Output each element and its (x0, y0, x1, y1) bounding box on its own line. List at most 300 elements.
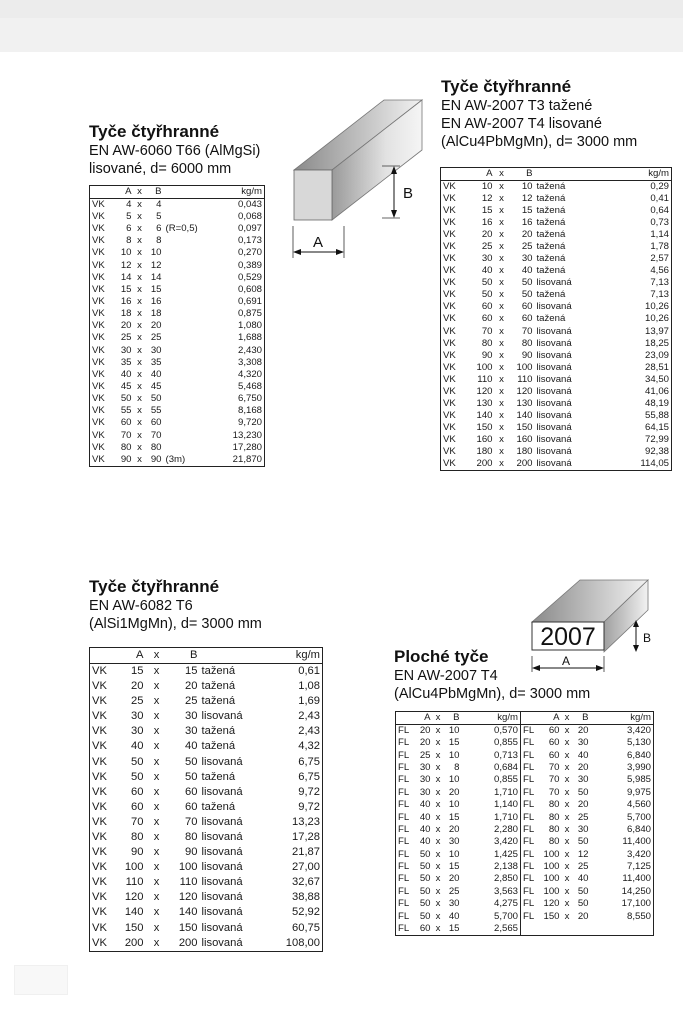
cell-kgm: 0,173 (237, 235, 262, 247)
cell-kgm: 108,00 (285, 936, 320, 949)
cell-x: x (137, 259, 142, 271)
cell-kgm: 55,88 (644, 409, 669, 421)
cell-note: tažená (536, 265, 566, 277)
cell-x: x (137, 356, 142, 368)
cell-x: x (499, 458, 504, 470)
cell-kgm: 13,230 (232, 429, 262, 441)
cell-a: 70 (131, 815, 144, 828)
section2-table-body (441, 181, 672, 471)
cell-a: 180 (476, 446, 493, 457)
cell-kgm-left: 0,855 (493, 737, 518, 749)
cell-b: 60 (150, 417, 162, 429)
table-row (396, 836, 654, 848)
table-row (90, 320, 265, 332)
header-b-right: B (573, 712, 591, 725)
cell-x: x (137, 332, 142, 344)
cell-x: x (499, 277, 504, 289)
cell-type: VK (92, 846, 107, 859)
cell-type-left: FL (398, 836, 410, 848)
cell-note: (R=0,5) (165, 223, 198, 235)
cell-note (164, 308, 206, 320)
cell-x-left: x (435, 873, 441, 885)
header-kgm: kg/m (206, 186, 265, 199)
cell-note: lisovaná (201, 936, 243, 949)
cell-b: 120 (516, 385, 533, 397)
cell-b: 30 (150, 344, 162, 356)
cell-kgm: 1,688 (237, 332, 262, 344)
cell-note: tažená (201, 680, 236, 693)
table-row (90, 235, 265, 247)
cell-kgm-right: 3,420 (626, 848, 651, 860)
header-a-right: A (539, 712, 562, 725)
cell-note: lisovaná (201, 815, 243, 828)
cell-kgm-left: 3,563 (493, 885, 518, 897)
cell-note: tažená (201, 695, 236, 708)
cell-type-right: FL (521, 811, 539, 823)
cell-x: x (499, 205, 504, 217)
cell-x-right: x (564, 725, 570, 736)
cell-b: 20 (521, 229, 533, 241)
cell-x: x (153, 710, 160, 723)
table-row (90, 199, 265, 212)
table-row (441, 434, 672, 446)
cell-b: 70 (185, 815, 198, 828)
cell-kgm: 0,097 (237, 223, 262, 235)
cell-type: VK (92, 320, 105, 332)
header-x: x (134, 186, 146, 199)
table-row (90, 369, 265, 381)
cell-kgm-right: 6,840 (626, 823, 651, 835)
cell-b: 80 (521, 337, 533, 349)
cell-type-left: FL (398, 786, 410, 798)
cell-x-right: x (564, 823, 570, 835)
cell-b-left: 10 (448, 848, 460, 860)
cell-a: 12 (481, 193, 493, 205)
cell-type-right: FL (521, 873, 539, 885)
section3-heading (89, 577, 262, 633)
cell-note: lisovaná (201, 906, 243, 919)
cell-b-right: 50 (577, 898, 589, 910)
cell-a: 30 (120, 344, 132, 356)
header-x-right: x (562, 712, 573, 725)
table-row (90, 890, 323, 905)
cell-kgm: 48,19 (644, 397, 669, 409)
table-header-row (90, 186, 265, 199)
cell-a: 55 (120, 405, 132, 417)
header-spacer (90, 648, 114, 664)
cell-a: 100 (476, 361, 493, 373)
cell-b: 50 (185, 770, 198, 783)
cell-kgm-right: 5,985 (626, 774, 651, 786)
cell-note: lisovaná (536, 397, 572, 409)
cell-kgm: 13,23 (292, 815, 320, 828)
table-row (441, 205, 672, 217)
cell-kgm: 7,13 (650, 289, 669, 301)
cell-type-left: FL (398, 873, 410, 885)
cell-kgm: 0,068 (237, 211, 262, 223)
table-row (441, 410, 672, 422)
cell-b-right: 30 (577, 823, 589, 835)
cell-type-left: FL (398, 861, 410, 873)
header-a: A (114, 648, 146, 664)
cell-b: 25 (150, 332, 162, 344)
cell-type-right: FL (521, 861, 539, 873)
cell-note: lisovaná (201, 755, 243, 768)
cell-type: VK (443, 205, 456, 217)
cell-a: 100 (124, 861, 144, 874)
cell-kgm: 64,15 (644, 421, 669, 433)
cell-note (164, 272, 206, 284)
header-kgm-left: kg/m (462, 712, 521, 725)
cell-type: VK (443, 458, 456, 470)
header-kgm: kg/m (265, 648, 323, 664)
diagram-a-label: A (312, 234, 324, 251)
cell-x: x (153, 785, 160, 798)
cell-b: 18 (150, 308, 162, 320)
table-row (90, 405, 265, 417)
cell-a: 70 (120, 429, 132, 441)
cell-a: 25 (120, 332, 132, 344)
cell-type: VK (92, 830, 107, 843)
cell-a-left: 40 (419, 836, 431, 848)
cell-type: VK (92, 906, 107, 919)
cell-b-left: 10 (448, 774, 460, 786)
cell-type-left: FL (398, 725, 410, 736)
cell-a: 120 (124, 891, 144, 904)
cell-type: VK (443, 277, 456, 289)
cell-x: x (499, 181, 504, 192)
cell-a: 20 (120, 320, 132, 332)
cell-note: lisovaná (201, 891, 243, 904)
cell-kgm: 9,720 (237, 417, 262, 429)
cell-type: VK (92, 393, 105, 405)
table-row (90, 875, 323, 890)
cell-x: x (153, 695, 160, 708)
cell-kgm: 0,29 (650, 181, 669, 192)
cell-kgm-right: 8,550 (626, 910, 651, 922)
cell-type: VK (92, 405, 105, 417)
cell-kgm: 0,41 (650, 193, 669, 205)
table-row (90, 709, 323, 724)
cell-type-left: FL (398, 811, 410, 823)
table-header-row (441, 168, 672, 181)
cell-b: 30 (185, 725, 198, 738)
cell-type-right: FL (521, 737, 539, 749)
table-row (441, 253, 672, 265)
top-strip (0, 0, 683, 18)
cell-b-right: 25 (577, 811, 589, 823)
cell-type: VK (92, 259, 105, 271)
cell-a-left: 30 (419, 761, 431, 773)
cell-a: 45 (120, 381, 132, 393)
cell-x: x (499, 325, 504, 337)
cell-kgm: 0,64 (650, 205, 669, 217)
cell-kgm: 4,320 (237, 368, 262, 380)
cell-note: tažená (201, 770, 236, 783)
table-row (396, 910, 654, 922)
cell-kgm: 41,06 (644, 385, 669, 397)
cell-x: x (499, 446, 504, 457)
cell-kgm: 21,87 (292, 846, 320, 859)
section3-material: EN AW-6082 T6 (89, 598, 193, 614)
table-row (396, 749, 654, 761)
header-spacer (521, 712, 539, 725)
cell-a: 15 (120, 283, 132, 295)
cell-kgm-left: 1,710 (493, 786, 518, 798)
cell-type: VK (92, 665, 107, 677)
cell-kgm: 0,270 (237, 247, 262, 259)
section2-spec: (AlCu4PbMgMn), d= 3000 mm (441, 134, 638, 150)
cell-a: 4 (126, 199, 132, 210)
cell-a: 30 (131, 710, 144, 723)
cell-type: VK (92, 800, 107, 813)
cell-a-right: 100 (543, 885, 560, 897)
cell-note: tažená (536, 217, 566, 229)
cell-x: x (153, 830, 160, 843)
cell-x: x (153, 815, 160, 828)
cell-note: tažená (536, 205, 566, 217)
cell-note (164, 345, 206, 357)
table-row (90, 845, 323, 860)
header-kgm-right: kg/m (591, 712, 654, 725)
cell-note (164, 369, 206, 381)
section4-title: Ploché tyče (394, 647, 489, 666)
header-b: B (509, 168, 535, 181)
cell-b: 130 (516, 397, 533, 409)
table-row (90, 442, 265, 454)
cell-x: x (137, 405, 142, 417)
cell-a: 150 (476, 421, 493, 433)
table-row (441, 289, 672, 301)
cell-kgm: 21,870 (232, 453, 262, 465)
cell-b-right: 40 (577, 873, 589, 885)
cell-a-right: 80 (548, 799, 560, 811)
cell-a: 16 (481, 217, 493, 229)
cell-kgm: 2,57 (650, 253, 669, 265)
cell-x: x (499, 289, 504, 301)
cell-type: VK (92, 271, 105, 283)
cell-type: VK (443, 446, 456, 457)
cell-b: 8 (156, 235, 162, 247)
header-x: x (146, 648, 168, 664)
cell-type-left: FL (398, 898, 410, 910)
header-x: x (495, 168, 509, 181)
cell-type-right: FL (521, 749, 539, 761)
cell-note: tažená (536, 181, 566, 192)
cell-kgm: 9,72 (298, 785, 320, 798)
cell-type-right: FL (521, 910, 539, 922)
cell-x-left: x (435, 811, 441, 823)
table-row (396, 873, 654, 885)
cell-kgm-left: 1,710 (493, 811, 518, 823)
table-row (441, 446, 672, 458)
cell-a: 140 (124, 906, 144, 919)
cell-kgm: 1,78 (650, 241, 669, 253)
cell-x: x (137, 223, 142, 235)
table-row (441, 386, 672, 398)
table-row (396, 799, 654, 811)
cell-note (164, 235, 206, 247)
cell-b: 6 (156, 223, 162, 235)
cell-x: x (499, 433, 504, 445)
cell-kgm-left: 5,700 (493, 910, 518, 922)
header-spacer (396, 712, 413, 725)
header-spacer (441, 168, 467, 181)
cell-a-left: 50 (419, 910, 431, 922)
cell-type: VK (92, 876, 107, 889)
table-row (441, 193, 672, 205)
section1-heading (89, 122, 260, 178)
cell-x: x (499, 361, 504, 373)
diagram-b-label: B (402, 185, 414, 202)
cell-type: VK (92, 725, 107, 738)
cell-x-right: x (564, 774, 570, 786)
cell-x: x (137, 199, 142, 210)
cell-type: VK (92, 740, 107, 753)
cell-b: 15 (521, 205, 533, 217)
section1-material: EN AW-6060 T66 (AlMgSi) (89, 143, 261, 159)
cell-a-right: 60 (548, 749, 560, 761)
cell-x: x (499, 313, 504, 325)
cell-note (164, 284, 206, 296)
cell-a: 200 (476, 458, 493, 470)
cell-type: VK (443, 325, 456, 337)
cell-type-right: FL (521, 836, 539, 848)
table-row (90, 454, 265, 467)
cell-type: VK (443, 385, 456, 397)
cell-a: 10 (120, 247, 132, 259)
cell-kgm: 0,608 (237, 283, 262, 295)
section3-table (89, 647, 323, 952)
cell-a: 5 (126, 211, 132, 223)
cell-kgm: 6,75 (298, 755, 320, 768)
cell-type-right: FL (521, 787, 539, 799)
cell-kgm: 0,73 (650, 217, 669, 229)
cell-a-right: 60 (548, 737, 560, 749)
flat-bar-diagram (528, 566, 668, 676)
cell-b: 14 (150, 271, 162, 283)
cell-note (164, 393, 206, 405)
cell-x: x (153, 861, 160, 874)
cell-type: VK (92, 247, 105, 259)
cell-b-right: 50 (577, 885, 589, 897)
header-b-left: B (444, 712, 462, 725)
header-spacer (90, 186, 112, 199)
cell-b-left: 40 (448, 910, 460, 922)
table-row (90, 260, 265, 272)
cell-type: VK (443, 289, 456, 301)
cell-b-left: 15 (448, 861, 460, 873)
cell-kgm-right: 9,975 (626, 786, 651, 798)
cell-x: x (153, 800, 160, 813)
table-row (441, 374, 672, 386)
cell-b-right: 20 (577, 910, 589, 922)
cell-kgm: 0,875 (237, 308, 262, 320)
cell-x: x (499, 373, 504, 385)
table-row (90, 921, 323, 936)
cell-kgm: 52,92 (292, 906, 320, 919)
cell-x: x (499, 217, 504, 229)
table-row (90, 815, 323, 830)
cell-type-right: FL (521, 762, 539, 774)
cell-a: 60 (481, 313, 493, 325)
flat-a-label: A (561, 654, 571, 668)
cell-b: 20 (185, 680, 198, 693)
cell-b: 40 (185, 740, 198, 753)
cell-a: 35 (120, 356, 132, 368)
table-row (396, 824, 654, 836)
cell-type: VK (92, 861, 107, 874)
square-bar-diagram (282, 92, 442, 262)
cell-a: 80 (481, 337, 493, 349)
cell-kgm: 10,26 (644, 301, 669, 313)
cell-b: 60 (185, 785, 198, 798)
cell-note (164, 417, 206, 429)
section4-table (395, 711, 654, 936)
cell-kgm-left: 2,280 (493, 823, 518, 835)
cell-type: VK (443, 301, 456, 313)
cell-a-left: 20 (419, 725, 431, 736)
cell-a: 50 (131, 770, 144, 783)
cell-type-right: FL (521, 824, 539, 836)
cell-a-right: 100 (543, 848, 560, 860)
cell-kgm: 17,28 (292, 830, 320, 843)
cell-note (164, 357, 206, 369)
cell-type: VK (443, 229, 456, 241)
cell-x-left: x (435, 786, 441, 798)
cell-a: 90 (120, 453, 132, 465)
cell-note (164, 332, 206, 344)
cell-a-left: 60 (419, 922, 431, 934)
cell-note: tažená (201, 740, 236, 753)
cell-kgm: 0,389 (237, 259, 262, 271)
table-row (90, 905, 323, 920)
cell-type: VK (92, 785, 107, 798)
cell-kgm: 28,51 (644, 361, 669, 373)
cell-b: 150 (178, 921, 198, 934)
cell-x-right: x (564, 811, 570, 823)
cell-a: 8 (126, 235, 132, 247)
cell-type-right: FL (521, 799, 539, 811)
cell-b-right: 30 (577, 737, 589, 749)
cell-b: 10 (521, 181, 533, 192)
cell-note (164, 405, 206, 417)
cell-x: x (153, 891, 160, 904)
cell-a: 60 (120, 417, 132, 429)
cell-note: tažená (201, 725, 236, 738)
cell-x: x (499, 301, 504, 313)
table-row (90, 785, 323, 800)
cell-x: x (499, 229, 504, 241)
table-row (90, 800, 323, 815)
table-row (441, 241, 672, 253)
cell-kgm: 2,43 (298, 725, 320, 738)
cell-b: 90 (150, 453, 162, 465)
cell-a: 150 (124, 921, 144, 934)
table-row (90, 357, 265, 369)
cell-a-right: 60 (548, 725, 560, 736)
table-row (441, 326, 672, 338)
cell-kgm: 5,468 (237, 381, 262, 393)
cell-kgm-left: 1,140 (493, 799, 518, 811)
section2-material-t3: EN AW-2007 T3 tažené (441, 98, 593, 114)
table-row (90, 860, 323, 875)
cell-kgm-right: 14,250 (621, 885, 651, 897)
cell-x-left: x (435, 898, 441, 910)
table-row (90, 430, 265, 442)
cell-kgm: 4,56 (650, 265, 669, 277)
cell-type-right: FL (521, 725, 539, 738)
